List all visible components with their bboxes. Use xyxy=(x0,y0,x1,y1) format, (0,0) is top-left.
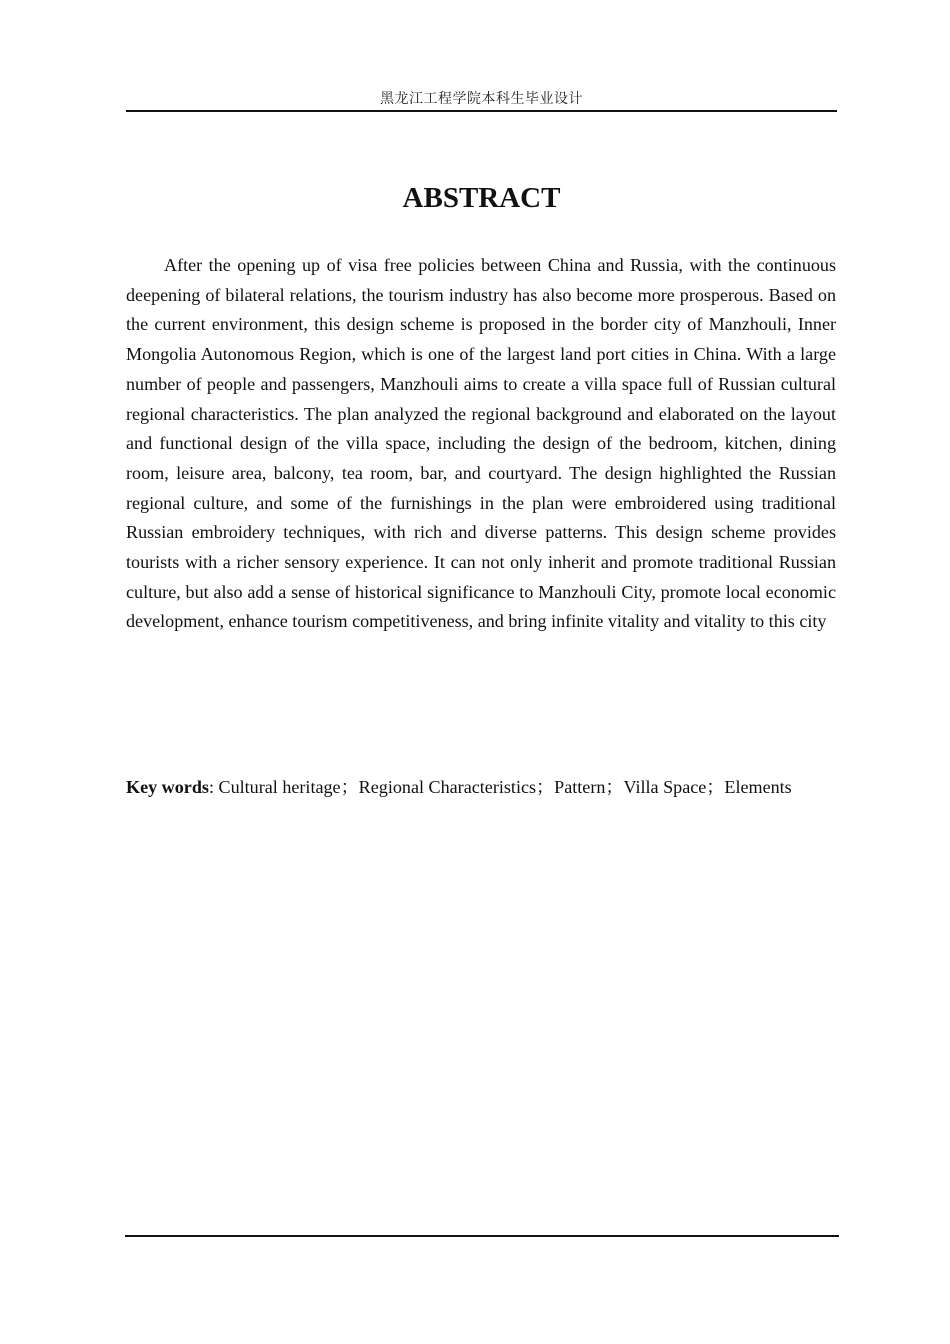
abstract-title: ABSTRACT xyxy=(402,182,561,214)
keywords-label: Key words xyxy=(126,777,209,797)
running-header: 黑龙江工程学院本科生毕业设计 xyxy=(380,91,583,107)
keywords-text: Cultural heritage；Regional Characteristics；Pattern；Villa Space；Elements xyxy=(218,777,792,797)
header-rule xyxy=(126,110,837,112)
keywords-line xyxy=(126,773,846,802)
footer-rule xyxy=(125,1235,839,1237)
keywords-separator: : xyxy=(208,777,219,797)
abstract-body: After the opening up of visa free policies between China and Russia, with the continuous deepening of bilateral relations, the tourism industry has also become more prosperous. Based on the current environment, this design scheme is proposed in the border city of Manzhouli, Inner Mongolia Autonomous Region, which is one of the largest land port cities in China. With a large number of people and passengers, Manzhouli aims to create a villa space full of Russian cultural regional characteristics. The plan analyzed the regional background and elaborated on the layout and functional design of the villa space, including the design of the bedroom, kitchen, dining room, leisure area, balcony, tea room, bar, and courtyard. The design highlighted the Russian regional culture, and some of the furnishings in the plan were embroidered using traditional Russian embroidery techniques, with rich and diverse patterns. This design scheme provides tourists with a richer sensory experience. It can not only inherit and promote traditional Russian culture, but also add a sense of historical significance to Manzhouli City, promote local economic development, enhance tourism competitiveness, and bring infinite vitality and vitality to this city xyxy=(126,255,836,632)
